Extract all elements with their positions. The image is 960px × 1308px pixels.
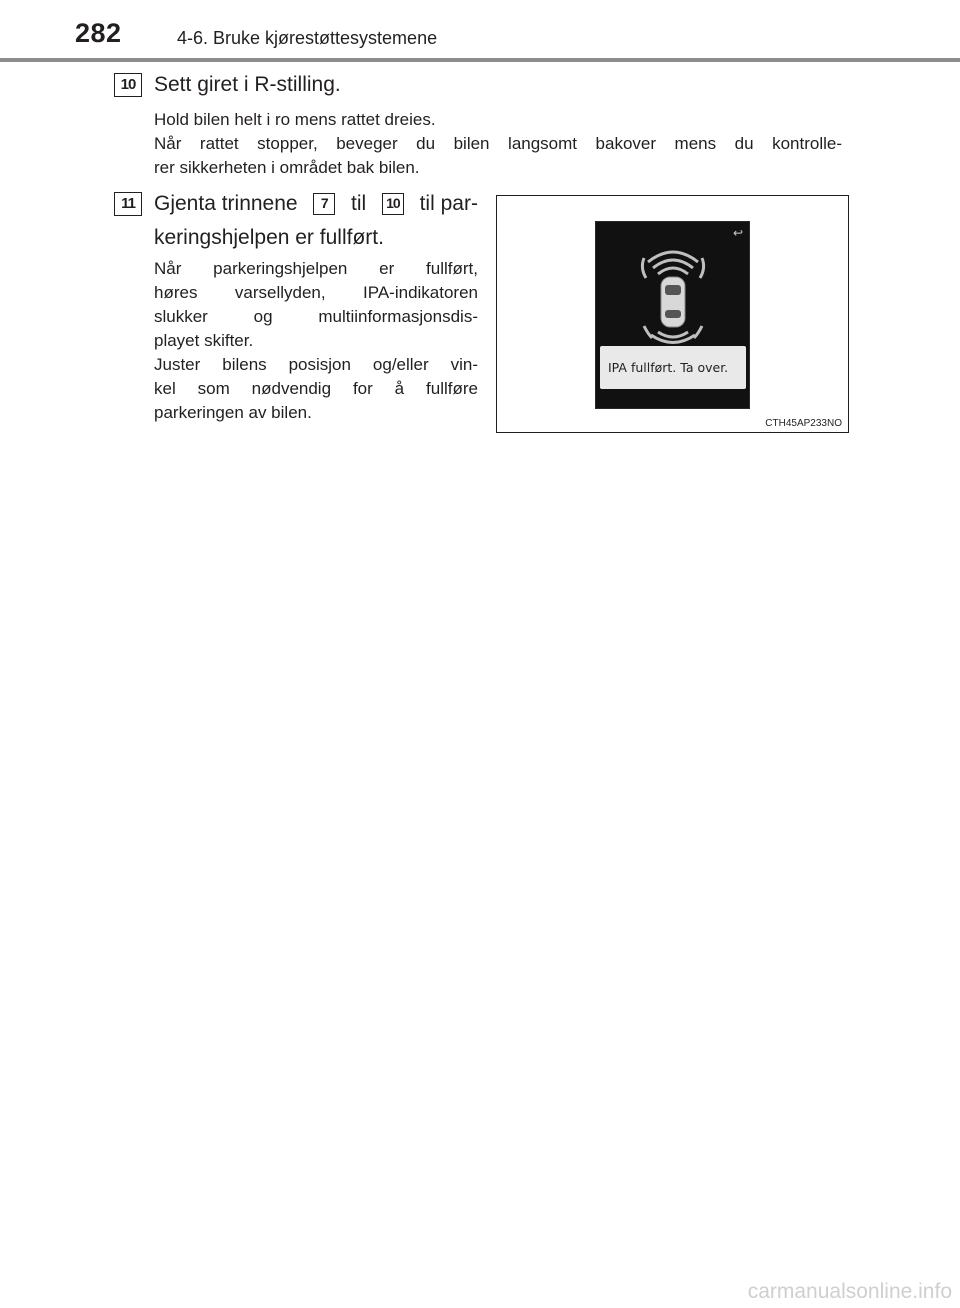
step-10-body	[154, 108, 842, 180]
step-11-heading-line-2: keringshjelpen er fullført.	[154, 226, 384, 249]
car-top-view-icon	[661, 277, 685, 327]
figure-code: CTH45AP233NO	[765, 418, 842, 429]
section-title: 4-6. Bruke kjørestøttesystemene	[177, 28, 438, 48]
step-badge-10: 10	[114, 73, 142, 97]
header-rule	[0, 58, 960, 62]
page-number: 282	[75, 18, 122, 48]
step-ref-badge-7: 7	[313, 193, 335, 215]
step-11-heading-suffix: til par-	[419, 192, 478, 215]
step-11-heading-middle: til	[351, 192, 367, 215]
step-badge-11: 11	[114, 192, 142, 216]
step-ref-badge-10: 10	[382, 193, 404, 215]
step-10-line-2: Når rattet stopper, beveger du bilen langsomt bakover mens du kontrolle-	[154, 134, 842, 153]
parking-sensor-graphic	[596, 222, 751, 347]
step-11-line-4: playet skifter.	[154, 331, 254, 350]
step-11-line-1: Når parkeringshjelpen er fullført,	[154, 259, 478, 278]
step-10-heading: Sett giret i R-stilling.	[154, 73, 341, 96]
rear-sensor-arcs-icon	[644, 326, 702, 343]
step-11-body	[154, 257, 478, 425]
step-11-line-3: slukker og multiinformasjonsdis-	[154, 307, 478, 326]
step-10-line-3: rer sikkerheten i området bak bilen.	[154, 158, 420, 177]
step-11-line-2: høres varsellyden, IPA-indikatoren	[154, 283, 478, 302]
step-11-line-6: kel som nødvendig for å fullføre	[154, 379, 478, 398]
front-sensor-arcs-icon	[642, 252, 703, 278]
display-screen	[595, 221, 750, 409]
step-11-heading-prefix: Gjenta trinnene	[154, 192, 298, 215]
watermark: carmanualsonline.info	[747, 1280, 952, 1303]
step-11-heading-line-1	[154, 187, 478, 221]
step-10-line-1: Hold bilen helt i ro mens rattet dreies.	[154, 110, 436, 129]
step-11-line-5: Juster bilens posisjon og/eller vin-	[154, 355, 478, 374]
back-arrow-icon: ↩	[732, 226, 743, 240]
step-11-line-7: parkeringen av bilen.	[154, 403, 312, 422]
figure-multi-information-display	[496, 195, 849, 433]
step-11-heading	[154, 187, 478, 255]
ipa-completed-message: IPA fullført. Ta over.	[600, 346, 746, 389]
